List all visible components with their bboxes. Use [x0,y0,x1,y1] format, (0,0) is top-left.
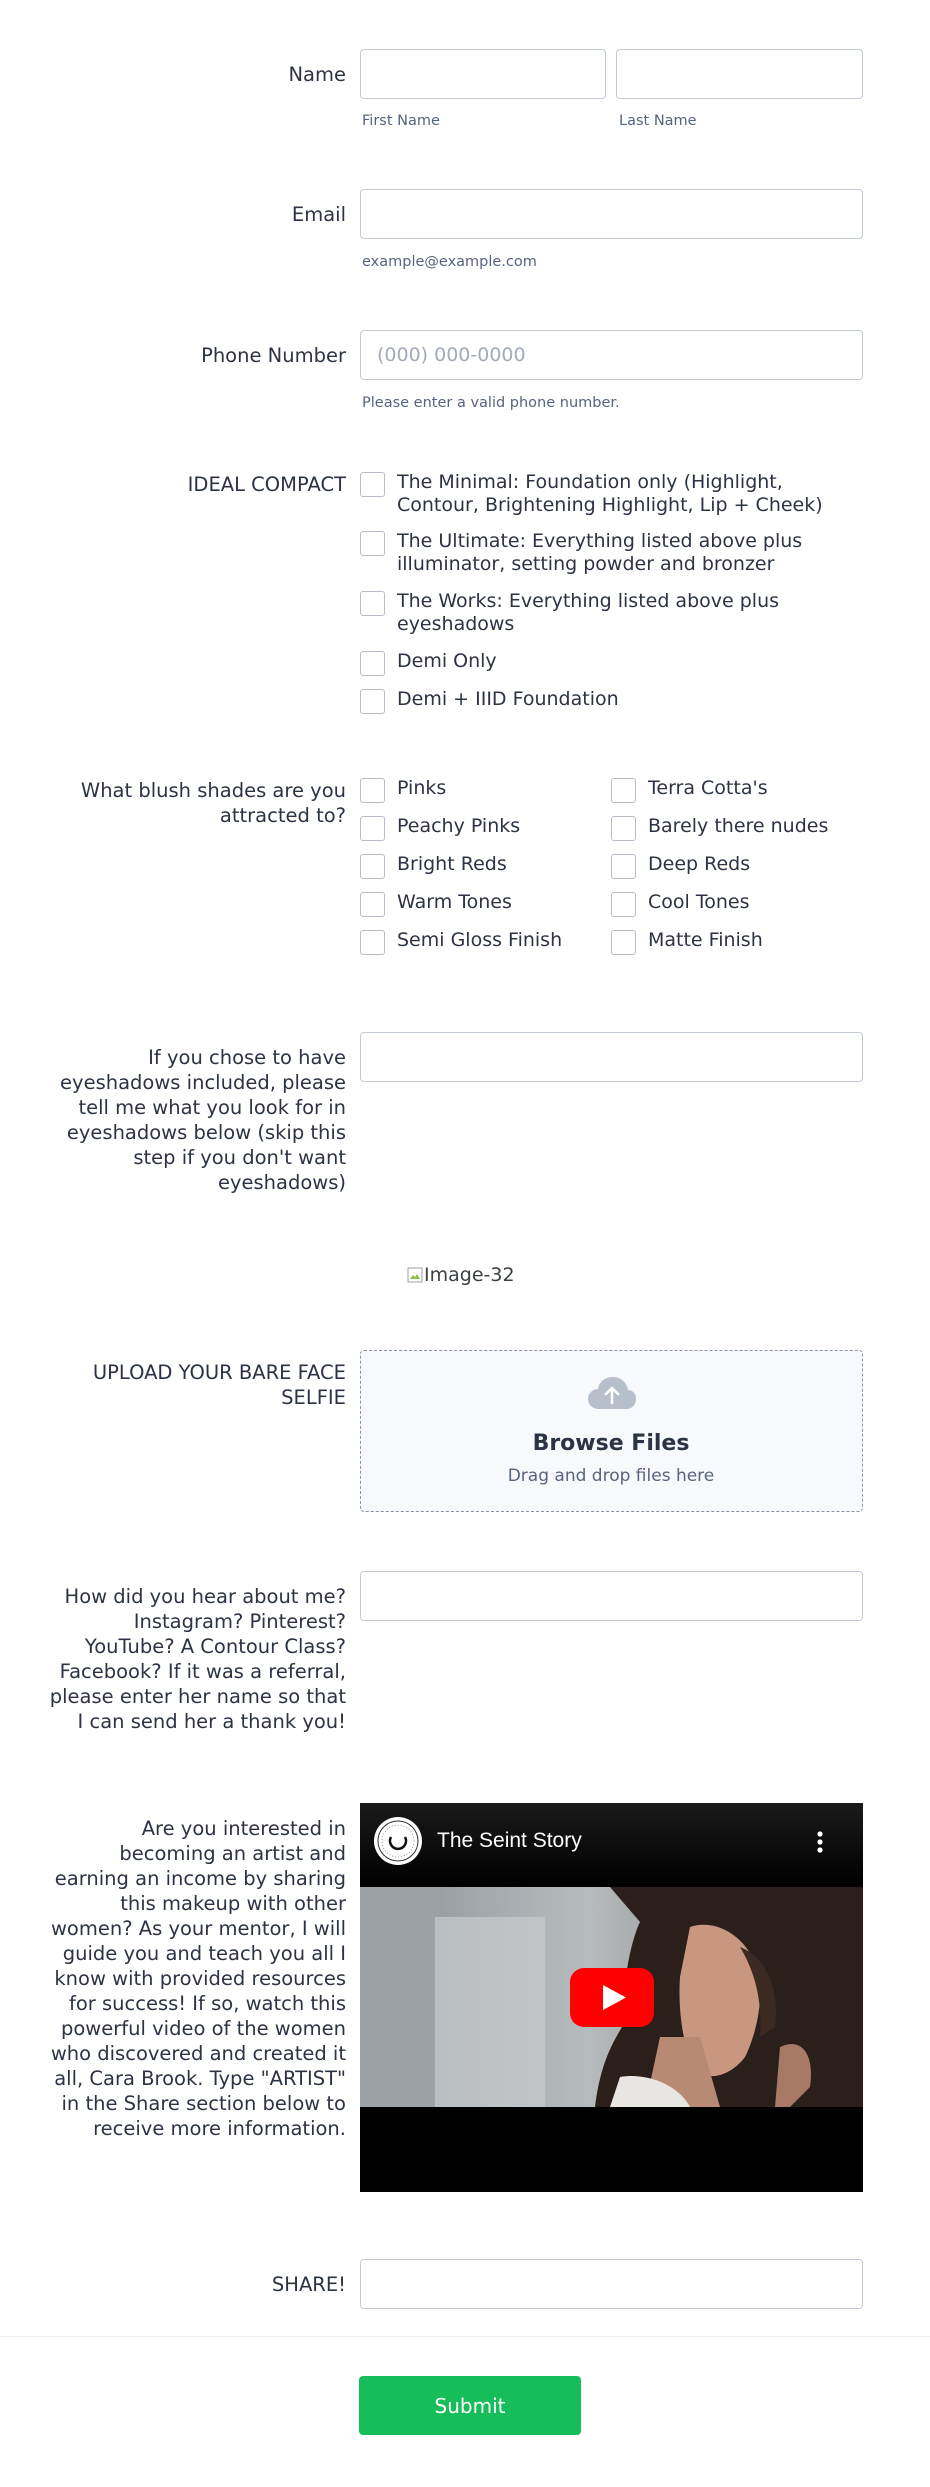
first-name-input[interactable] [360,49,606,99]
checkbox[interactable] [611,930,636,955]
phone-input[interactable] [360,330,863,380]
checkbox[interactable] [611,778,636,803]
compact-option[interactable] [360,650,860,676]
drag-drop-text: Drag and drop files here [507,1466,715,1486]
option-label: Demi Only [397,650,497,672]
compact-option[interactable] [360,530,860,576]
youtube-play-icon[interactable] [570,1968,654,2027]
email-input[interactable] [360,189,863,239]
option-label: Deep Reds [648,853,751,875]
share-input[interactable] [360,2259,863,2309]
browse-files-title[interactable]: Browse Files [532,1431,690,1456]
option-label: Barely there nudes [648,815,829,837]
option-label: Cool Tones [648,891,750,913]
hear-label: How did you hear about me? Instagram? Pinterest? YouTube? A Contour Class? Facebook? If it was a referral, please enter her name so that I can send her a thank you! [49,1585,346,1733]
checkbox[interactable] [360,854,385,879]
checkbox[interactable] [360,930,385,955]
blush-option[interactable] [611,853,750,879]
email-label: Email [291,203,346,226]
blush-label: What blush shades are you attracted to? [80,779,346,827]
eyeshadow-input[interactable] [360,1032,863,1082]
upload-label: UPLOAD YOUR BARE FACE SELFIE [92,1361,346,1409]
checkbox[interactable] [360,689,385,714]
checkbox[interactable] [611,854,636,879]
compact-option[interactable] [360,471,860,517]
blush-option[interactable] [611,777,768,803]
compact-option[interactable] [360,688,860,714]
cloud-upload-icon [587,1375,637,1411]
option-label: Peachy Pinks [397,815,521,837]
option-label: Matte Finish [648,929,763,951]
checkbox[interactable] [360,472,385,497]
blush-option[interactable] [611,891,749,917]
blush-option[interactable] [360,853,507,879]
option-label: Warm Tones [397,891,512,913]
option-label: Demi + IIID Foundation [397,688,619,710]
video-title[interactable]: The Seint Story [437,1829,582,1852]
name-label: Name [288,63,346,86]
file-dropzone[interactable] [360,1350,863,1512]
last-name-input[interactable] [616,49,863,99]
compact-option[interactable] [360,590,830,636]
compact-label: IDEAL COMPACT [187,473,346,496]
broken-image-icon [407,1267,423,1283]
broken-image [407,1264,515,1286]
phone-label: Phone Number [201,344,346,367]
last-name-sublabel: Last Name [619,113,697,129]
option-label: The Ultimate: Everything listed above plus illuminator, setting powder and bronzer [397,530,803,575]
blush-option[interactable] [611,815,828,841]
email-sublabel: example@example.com [362,254,537,270]
checkbox[interactable] [360,531,385,556]
eyeshadow-label: If you chose to have eyeshadows included, please tell me what you look for in eyeshadows below (skip this step if you don't want eyeshadows) [60,1046,346,1194]
blush-option[interactable] [360,929,562,955]
checkbox[interactable] [611,892,636,917]
checkbox[interactable] [360,778,385,803]
checkbox[interactable] [360,591,385,616]
checkbox[interactable] [611,816,636,841]
checkbox[interactable] [360,651,385,676]
artist-label: Are you interested in becoming an artist and earning an income by sharing this makeup with other women? As your mentor, I will guide you and teach you all I know with provided resources for success! If so, watch this powerful video of the women who discovered and created it all, Cara Brook. Type "ARTIST" in the Share section below to receive more information. [50,1817,346,2140]
hear-input[interactable] [360,1571,863,1621]
option-label: The Minimal: Foundation only (Highlight, Contour, Brightening Highlight, Lip + Cheek) [397,471,823,516]
option-label: The Works: Everything listed above plus eyeshadows [397,590,780,635]
share-label: SHARE! [271,2273,346,2296]
blush-option[interactable] [360,891,512,917]
checkbox[interactable] [360,816,385,841]
option-label: Bright Reds [397,853,507,875]
blush-option[interactable] [611,929,763,955]
phone-sublabel: Please enter a valid phone number. [362,395,620,411]
more-vertical-icon[interactable] [808,1829,832,1855]
channel-logo-icon [374,1817,422,1865]
video-embed[interactable] [360,1803,863,2192]
blush-option[interactable] [360,777,446,803]
option-label: Pinks [397,777,447,799]
video-header [360,1803,863,1887]
submit-button[interactable]: Submit [359,2376,581,2435]
checkbox[interactable] [360,892,385,917]
option-label: Semi Gloss Finish [397,929,563,951]
blush-option[interactable] [360,815,520,841]
image-alt-text: Image-32 [424,1264,515,1286]
option-label: Terra Cotta's [648,777,768,799]
divider [0,2336,930,2337]
channel-avatar[interactable] [374,1817,422,1865]
first-name-sublabel: First Name [362,113,440,129]
